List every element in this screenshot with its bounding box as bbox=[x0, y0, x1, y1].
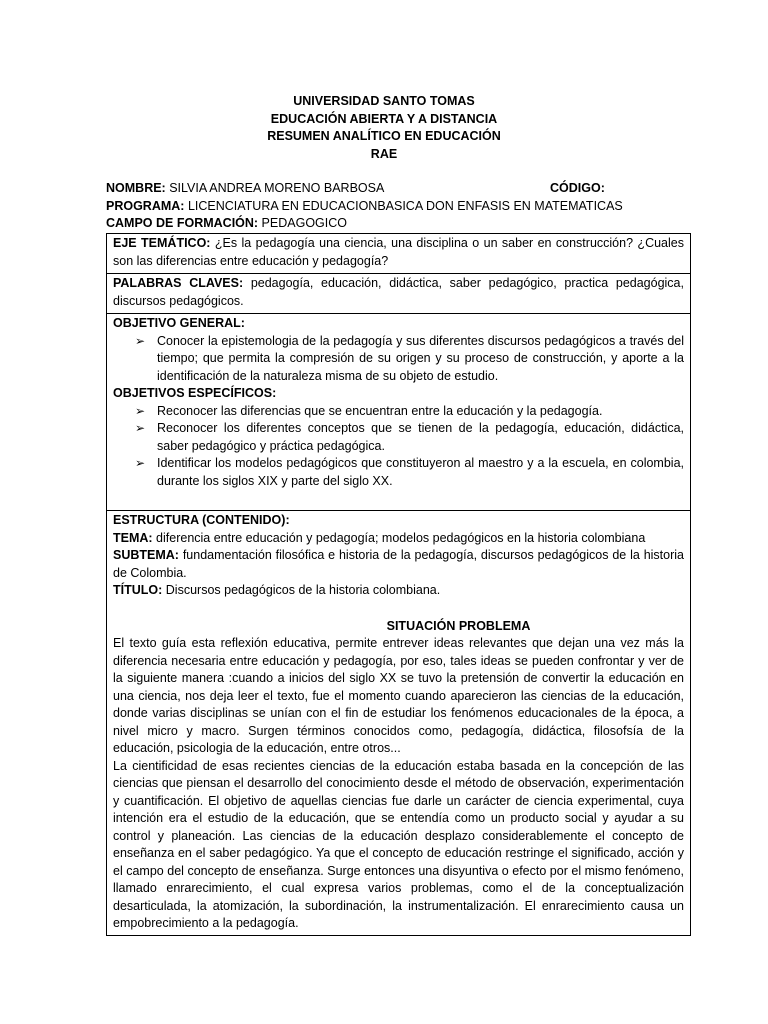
codigo-label: CÓDIGO: bbox=[550, 181, 605, 195]
campo-label: CAMPO DE FORMACIÓN: bbox=[106, 216, 259, 230]
eje-label: EJE TEMÁTICO: bbox=[113, 236, 211, 250]
nombre-value: SILVIA ANDREA MORENO BARBOSA bbox=[165, 181, 385, 195]
university-name: UNIVERSIDAD SANTO TOMAS bbox=[293, 94, 475, 108]
palabras-text: pedagogía, educación, didáctica, saber pedagógico, practica pedagógica, discursos pedagógicos. bbox=[113, 276, 684, 308]
tema-text: diferencia entre educación y pedagogía; modelos pedagógicos en la historia colombiana bbox=[152, 530, 646, 545]
nombre-label: NOMBRE: bbox=[106, 181, 166, 195]
campo-row bbox=[106, 215, 686, 233]
palabras-label: PALABRAS CLAVES: bbox=[113, 276, 244, 290]
eje-text: ¿Es la pedagogía una ciencia, una disciplina o un saber en construcción? ¿Cuales son las diferencias entre educación y pedagogía? bbox=[113, 236, 684, 268]
document-header bbox=[0, 93, 768, 163]
objetivos-especificos-list bbox=[113, 403, 684, 491]
programa-value: LICENCIATURA EN EDUCACIONBASICA DON ENFASIS EN MATEMATICAS bbox=[184, 198, 623, 213]
faculty-name: EDUCACIÓN ABIERTA Y A DISTANCIA bbox=[270, 111, 498, 126]
tema-label: TEMA: bbox=[113, 530, 153, 545]
objetivo-general-list bbox=[113, 333, 684, 386]
list-item: ➢ Identificar los modelos pedagógicos que constituyeron al maestro y a la escuela, en colombia, durante los siglos XIX y parte del siglo XX. bbox=[113, 455, 684, 490]
objetivos-cell bbox=[107, 314, 690, 511]
eje-tematico-cell bbox=[107, 234, 690, 274]
situacion-problema-title: SITUACIÓN PROBLEMA bbox=[386, 618, 531, 633]
situacion-paragraph-2: La cientificidad de esas recientes ciencias de la educación estaba basada en la concepción de las ciencias que piensan el desarrollo del conocimiento desde el método de observación, experimentación y cuantificación. El objetivo de aquellas ciencias fue darle un carácter de ciencia experimental, cuya intención era el estudio de la educación, que se entendía como un producto social y ayudar a su control y planeación. Las ciencias de la educación desplazo considerablemente el concepto de enseñanza en el saber pedagógico. Ya que el concepto de educación restringe el significado, acción y el campo del concepto de enseñanza. Surge entonces una disyuntiva o efecto por el mismo fenómeno, llamado enrarecimiento, el cual expresa varios problemas, como el de la conceptualización desarticulada, la atomización, la subordinación, la instrumentalización. El enrarecimiento causa un empobrecimiento a la pedagogía. bbox=[113, 758, 684, 930]
titulo-text: Discursos pedagógicos de la historia colombiana. bbox=[162, 583, 441, 597]
titulo-label: TÍTULO: bbox=[113, 583, 163, 597]
objetivo-general-label: OBJETIVO GENERAL: bbox=[113, 316, 245, 330]
document-acronym: RAE bbox=[370, 146, 398, 161]
palabras-claves-cell bbox=[107, 274, 690, 314]
list-item: ➢ Conocer la epistemologia de la pedagogía y sus diferentes discursos pedagógicos a través del tiempo; que permita la compresión de su origen y su proceso de construcción, y aporte a la identificación de la naturaleza misma de su objeto de estudio. bbox=[113, 333, 684, 386]
subtema-row bbox=[113, 547, 684, 582]
campo-value: PEDAGOGICO bbox=[258, 216, 347, 230]
tema-row bbox=[113, 530, 684, 548]
subtema-label: SUBTEMA: bbox=[113, 548, 179, 562]
estructura-label: ESTRUCTURA (CONTENIDO): bbox=[113, 513, 290, 527]
objetivos-especificos-label: OBJETIVOS ESPECÍFICOS: bbox=[113, 386, 277, 400]
situacion-paragraph-1: El texto guía esta reflexión educativa, permite entrever ideas relevantes que dejan una vez más la diferencia necesaria entre educación y pedagogía, por eso, tales ideas se pueden confrontar y ver de la siguiente manera :cuando a inicios del siglo XX se tuvo la pretensión de convertir la educación en una ciencia, nos deja leer el texto, fue el momento cuando aparecieron las ciencias de la educación, donde varias disciplinas se unían con el fin de estudiar los fenómenos educacionales de la época, a nivel micro y macro. Surgen términos conocidos como, pedagogía, didáctica, filosofsía de la educación, psicologia de la educación, entre otros... bbox=[113, 636, 684, 755]
programa-label: PROGRAMA: bbox=[106, 198, 185, 213]
rae-table bbox=[106, 233, 691, 936]
document-type: RESUMEN ANALÍTICO EN EDUCACIÓN bbox=[267, 129, 501, 143]
programa-row bbox=[106, 198, 686, 216]
list-item: ➢ Reconocer las diferencias que se encuentran entre la educación y la pedagogía. bbox=[113, 403, 684, 421]
nombre-row bbox=[106, 180, 686, 198]
estructura-cell bbox=[107, 511, 690, 935]
subtema-text: fundamentación filosófica e historia de la pedagogía, discursos pedagógicos de la historia de Colombia. bbox=[113, 548, 684, 580]
student-info bbox=[106, 180, 686, 233]
list-item: ➢ Reconocer los diferentes conceptos que se tienen de la pedagogía, educación, didáctica, saber pedagógico y práctica pedagógica. bbox=[113, 420, 684, 455]
titulo-row bbox=[113, 582, 684, 600]
